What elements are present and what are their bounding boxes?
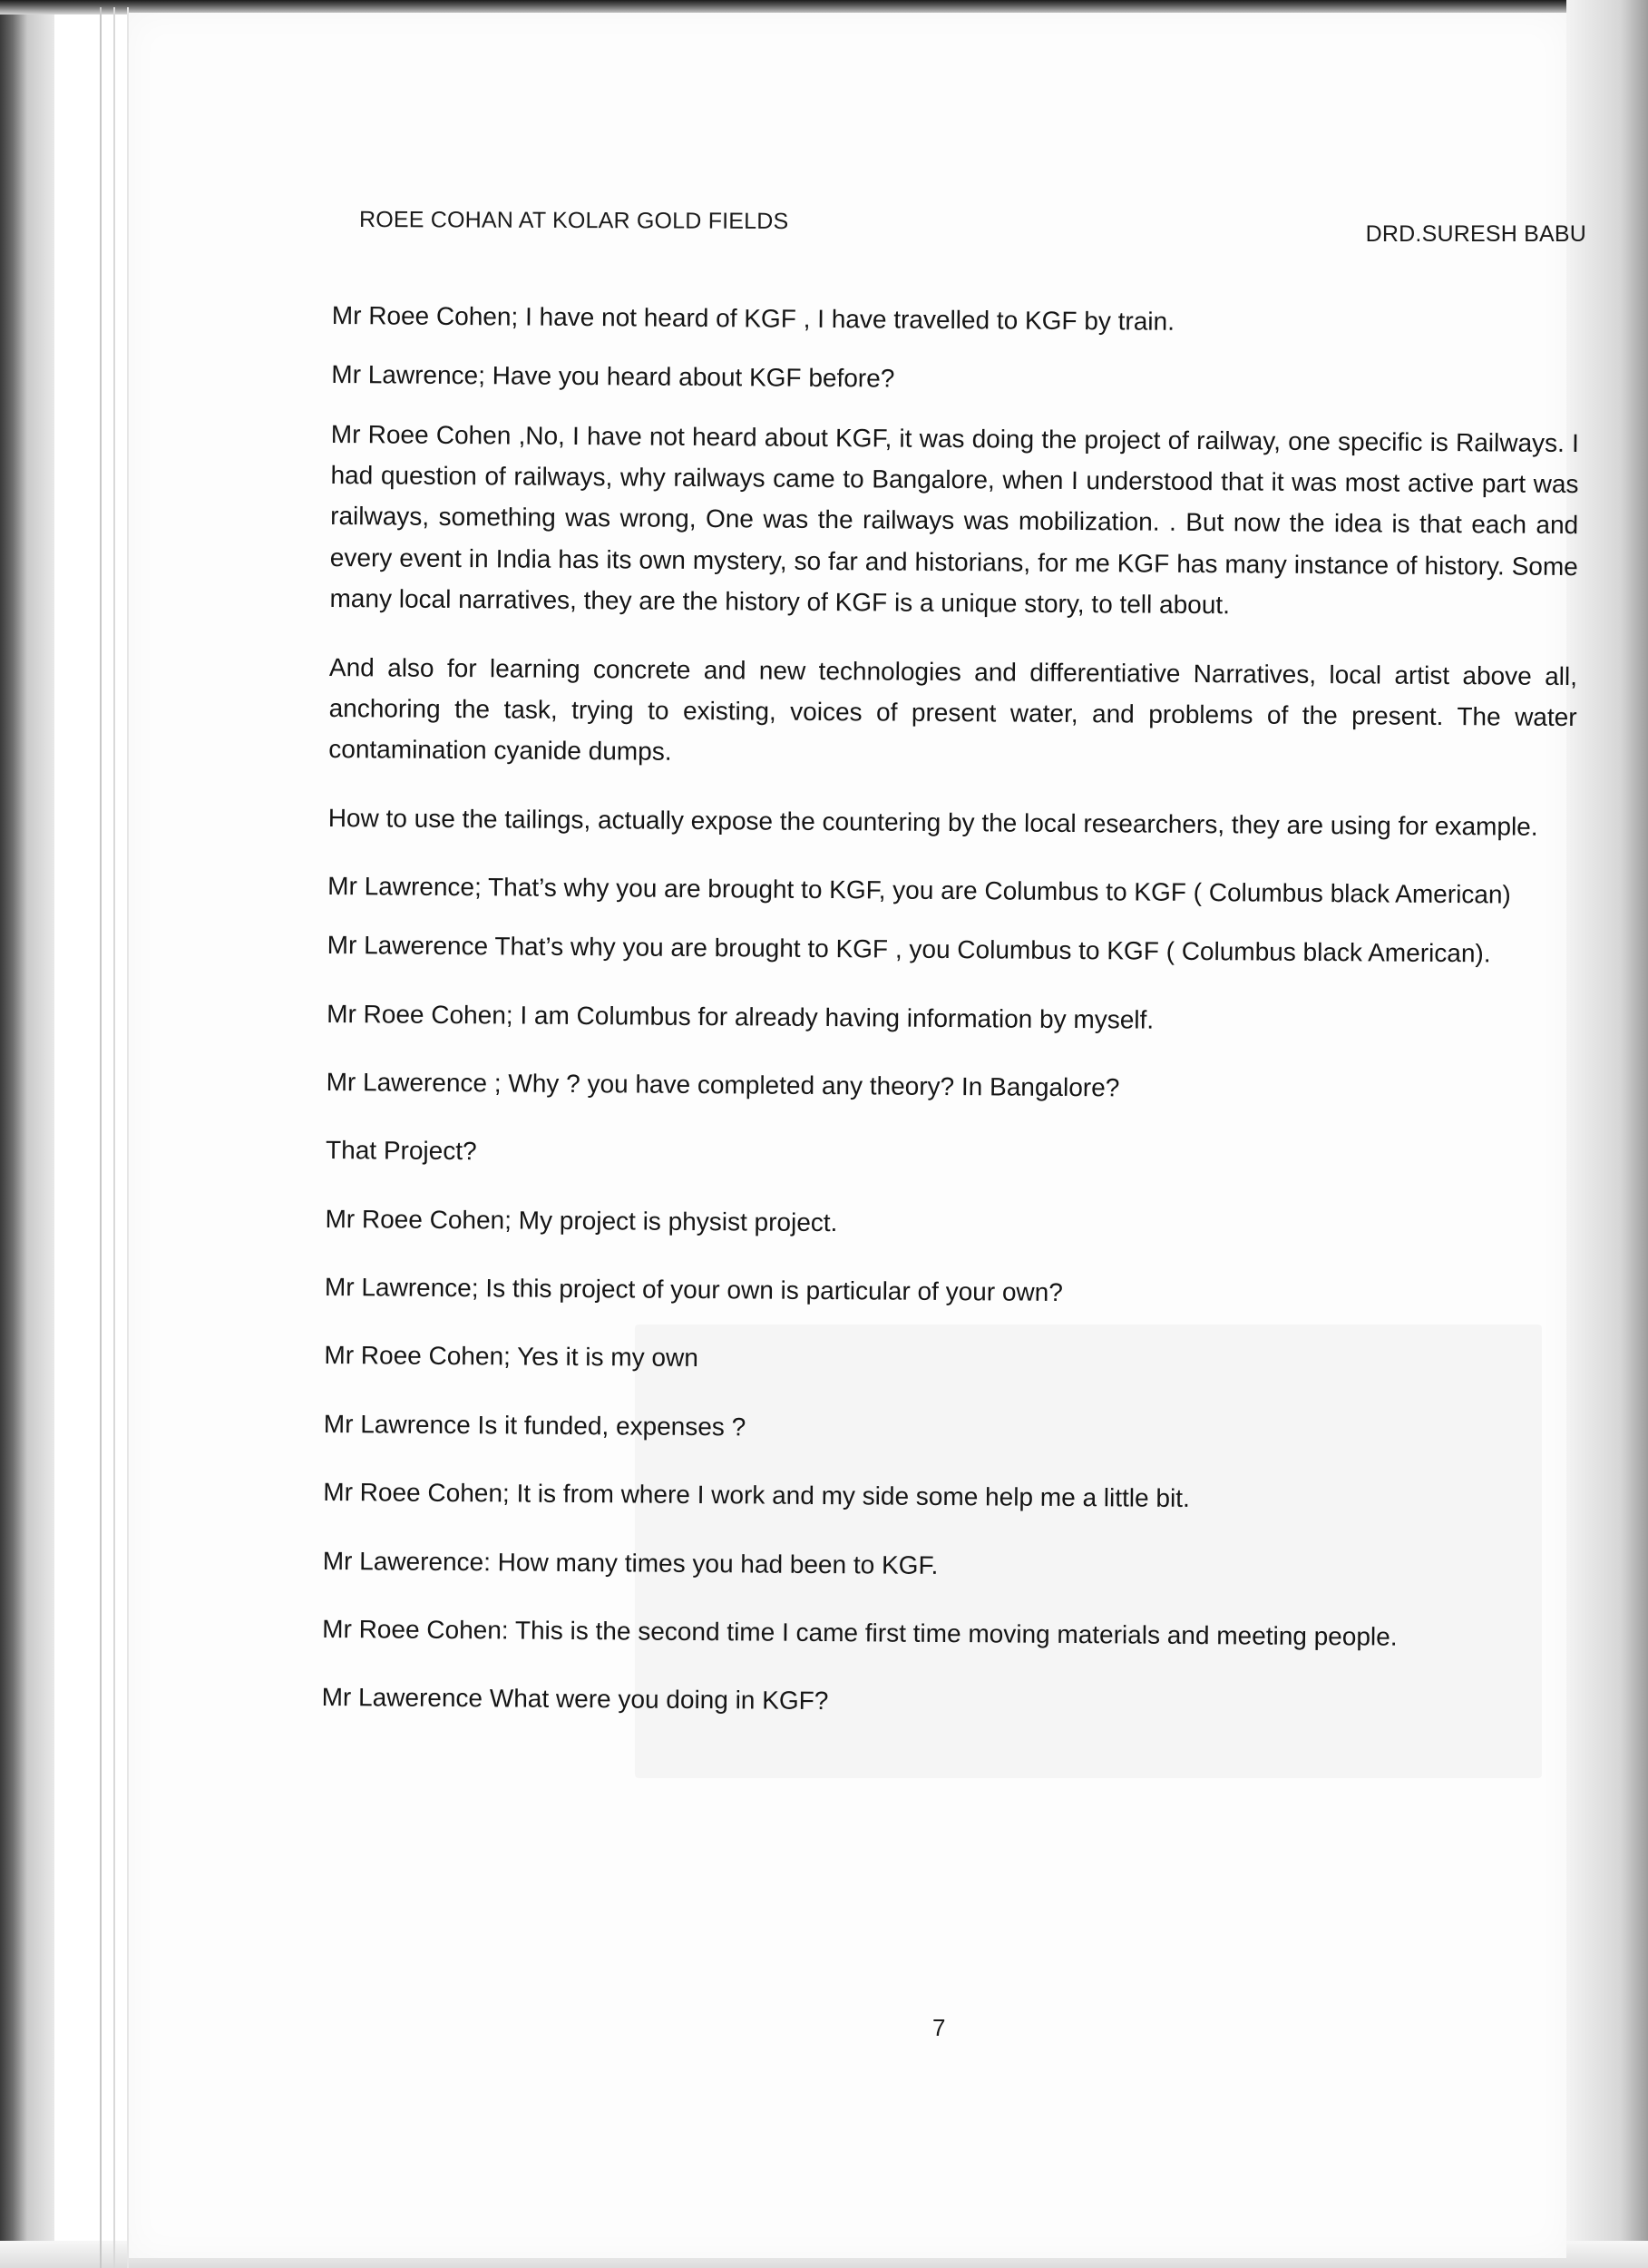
transcript-paragraph: Mr Roee Cohen; It is from where I work and my side some help me a little bit. — [323, 1478, 1190, 1513]
transcript-paragraph: Mr Roee Cohen ,No, I have not heard about KGF, it was doing the project of railway, one specific is Railways. I had question of railways, why railways came to Bangalore, when I understood that it was most active part was railways, something was wrong, One was the railways was mobilization. . But now the idea is that each and every event in India has its own mystery, so far and historians, for me KGF has many instance of history. Some many local narratives, they are the history of KGF is a unique story, to tell about. — [329, 419, 1579, 620]
sheet-edge — [100, 7, 102, 2268]
transcript-paragraph: That Project? — [325, 1136, 477, 1166]
transcript-body — [319, 295, 1580, 2032]
transcript-paragraph: Mr Roee Cohen; I have not heard of KGF , I have travelled to KGF by train. — [331, 300, 1175, 336]
transcript-paragraph: Mr Lawerence ; Why ? you have completed any theory? In Bangalore? — [326, 1068, 1120, 1102]
transcript-paragraph: Mr Lawrence Is it funded, expenses ? — [323, 1409, 746, 1442]
sheet-edge — [113, 7, 115, 2268]
scanner-edge-left — [0, 0, 54, 2268]
transcript-paragraph: How to use the tailings, actually expose the countering by the local researchers, they are using for example. — [327, 803, 1538, 841]
transcript-paragraph: Mr Roee Cohen; My project is physist project. — [325, 1204, 838, 1237]
transcript-paragraph: Mr Lawrence; That’s why you are brought to KGF, you are Columbus to KGF ( Columbus black American) — [327, 871, 1511, 909]
running-header-author: DRD.SURESH BABU — [1365, 221, 1586, 247]
running-header-title: ROEE COHAN AT KOLAR GOLD FIELDS — [358, 207, 789, 235]
transcript-paragraph: Mr Lawrence; Have you heard about KGF before? — [331, 360, 895, 393]
transcript-paragraph: Mr Roee Cohen: This is the second time I came first time moving materials and meeting people. — [322, 1614, 1398, 1651]
transcript-paragraph: Mr Lawerence What were you doing in KGF? — [321, 1683, 829, 1716]
transcript-paragraph: Mr Lawerence That’s why you are brought to KGF , you Columbus to KGF ( Columbus black American). — [327, 931, 1491, 968]
transcript-paragraph: Mr Roee Cohen; Yes it is my own — [324, 1341, 698, 1373]
transcript-paragraph: Mr Lawrence; Is this project of your own is particular of your own? — [324, 1273, 1063, 1307]
transcript-paragraph: Mr Roee Cohen; I am Columbus for already having information by myself. — [327, 999, 1155, 1034]
transcript-paragraph: Mr Lawerence: How many times you had been to KGF. — [322, 1546, 939, 1579]
page-number: 7 — [932, 2014, 946, 2041]
transcript-paragraph: And also for learning concrete and new technologies and differentiative Narratives, local artist above all, anchoring the task, trying to existing, voices of present water, and problems of the present. The water contamination cyanide dumps. — [328, 652, 1578, 766]
